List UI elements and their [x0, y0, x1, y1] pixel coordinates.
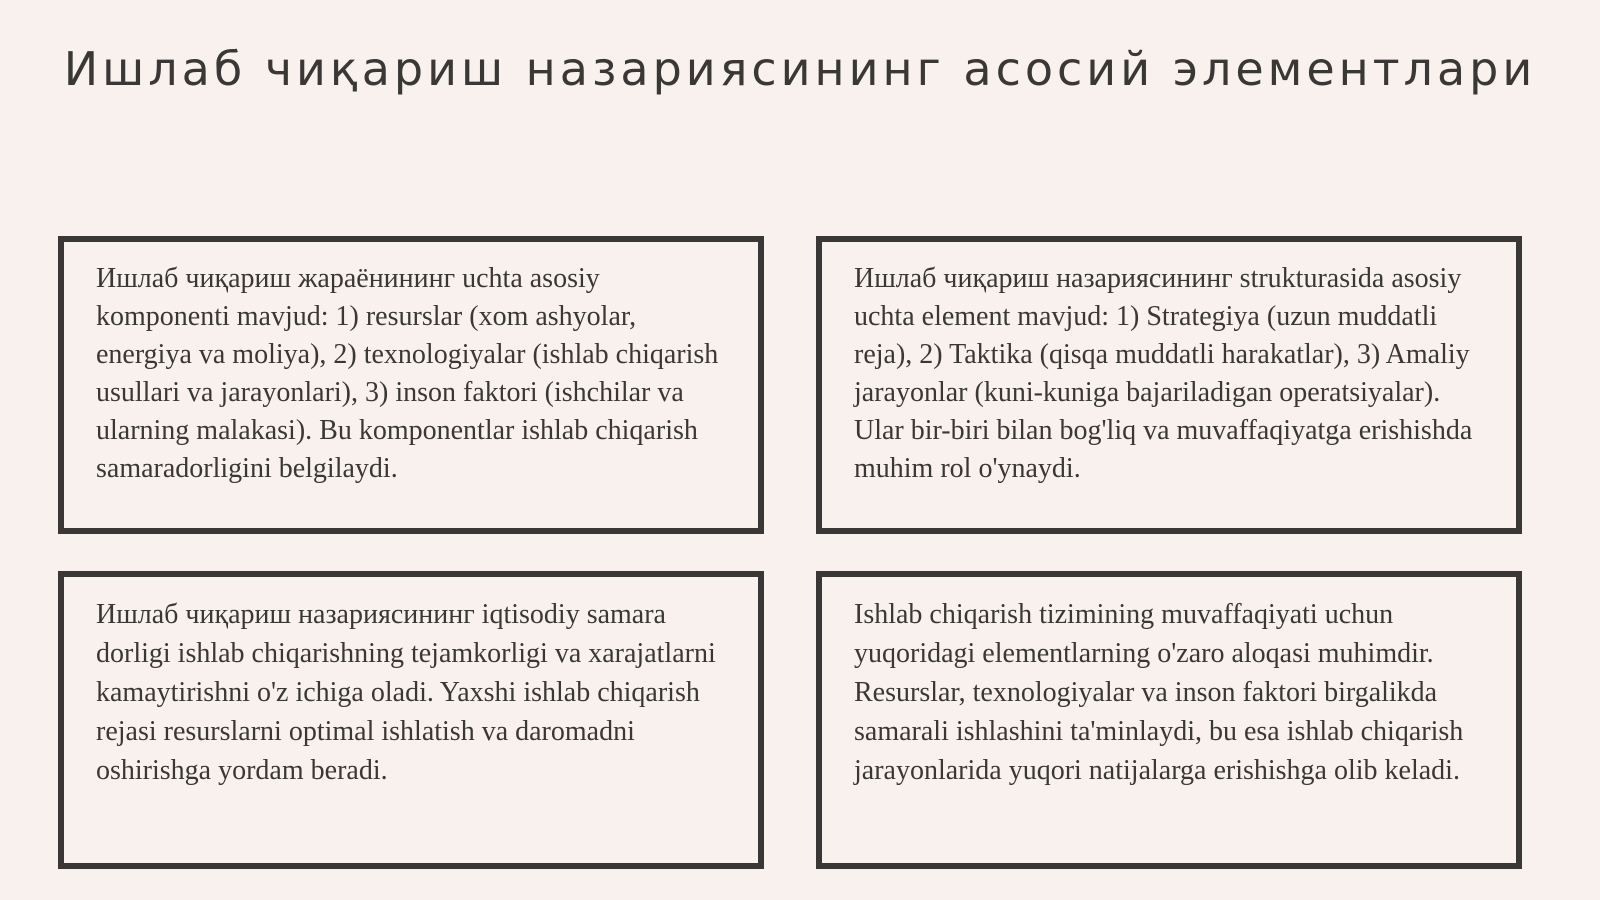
card-text: Ишлаб чиқариш назариясининг strukturasida asosiy uchta element mavjud: 1) Strategiya (uzun muddatli reja), 2) Taktika (qisqa muddatli harakatlar), 3) Amaliy jarayonlar (kuni-kuniga bajariladigan operatsiyalar). Ular bir-biri bilan bog'liq va muvaffaqiyatga erishishda muhim rol o'ynaydi.	[854, 263, 1473, 484]
content-card-system-success	[816, 571, 1522, 869]
slide-title: Ишлаб чиқариш назариясининг асосий элементлари	[63, 42, 1537, 96]
card-text: Ishlab chiqarish tizimining muvaffaqiyati uchun yuqoridagi elementlarning o'zaro aloqasi muhimdir. Resurslar, texnologiyalar va inson faktori birgalikda samarali ishlashini ta'minlaydi, bu esa ishlab chiqarish jarayonlarida yuqori natijalarga erishishga olib keladi.	[854, 599, 1464, 786]
card-text: Ишлаб чиқариш назариясининг iqtisodiy samara dorligi ishlab chiqarishning tejamkorligi va xarajatlarni kamaytirishni o'z ichiga oladi. Yaxshi ishlab chiqarish rejasi resurslarni optimal ishlatish va daromadni oshirishga yordam beradi.	[96, 599, 716, 786]
content-card-efficiency	[58, 571, 764, 869]
content-card-resources	[58, 236, 764, 534]
content-card-structure	[816, 236, 1522, 534]
card-text: Ишлаб чиқариш жараёнининг uchta asosiy komponenti mavjud: 1) resurslar (xom ashyolar, energiya va moliya), 2) texnologiyalar (ishlab chiqarish usullari va jarayonlari), 3) inson faktori (ishchilar va ularning malakasi). Bu komponentlar ishlab chiqarish samaradorligini belgilaydi.	[96, 263, 719, 484]
